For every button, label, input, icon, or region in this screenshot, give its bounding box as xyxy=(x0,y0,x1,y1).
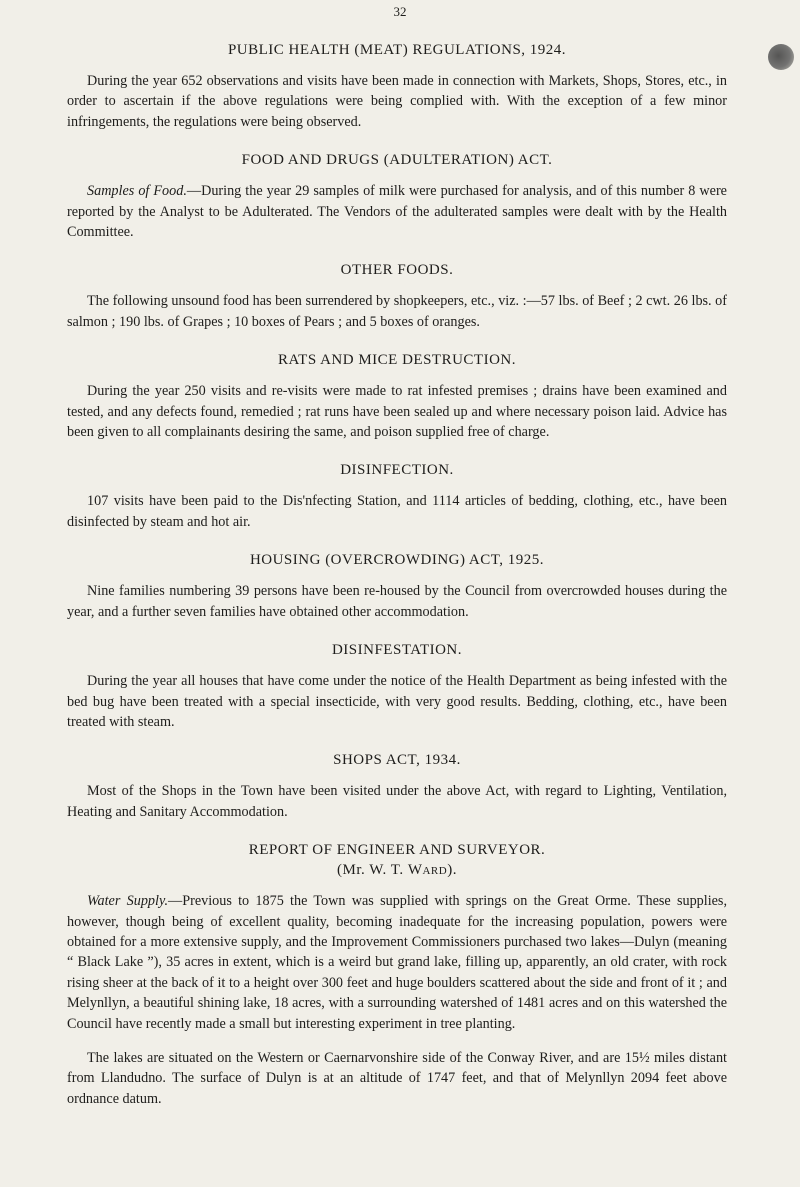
paragraph-disinfection: 107 visits have been paid to the Dis'nfecting Station, and 1114 articles of bedding, clothing, etc., have been disinfected by steam and hot air. xyxy=(67,493,727,530)
section-heading-housing: HOUSING (OVERCROWDING) ACT, 1925. xyxy=(249,552,545,569)
paragraph-water-supply-text: —Previous to 1875 the Town was supplied with springs on the Great Orme. These supplies, however, though being of excellent quality, becoming inadequate for the increasing population, powers were obtained for a more extensive supply, and the Improvement Commissioners purchased two lakes—Dulyn (meaning “ Black Lake ”), 35 acres in extent, which is a weird but grand lake, filling up, apparently, an old crater, with rock rising sheer at the back of it to a height over 300 feet and huge boulders scattered about the side and front of it ; and Melynllyn, a beautiful shining lake, 18 acres, with a surrounding watershed of 1481 acres and on this watershed the Council have recently made a small but interesting experiment in tree planting. xyxy=(67,893,727,1032)
margin-binding-mark xyxy=(768,44,794,70)
paragraph-lakes: The lakes are situated on the Western or Caernarvonshire side of the Conway River, and are 15½ miles distant from Llandudno. The surface of Dulyn is at an altitude of 1747 feet, and that of Melynllyn 2094 feet above ordnance datum. xyxy=(67,1049,727,1107)
section-heading-shops: SHOPS ACT, 1934. xyxy=(333,752,461,769)
paragraph-lead-samples: Samples of Food. xyxy=(87,183,187,200)
paragraph-food-drugs xyxy=(67,181,727,242)
paragraph-shops: Most of the Shops in the Town have been visited under the above Act, with regard to Lighting, Ventilation, Heating and Sanitary Accommodation. xyxy=(67,783,727,820)
section-heading-disinfestation: DISINFESTATION. xyxy=(331,642,463,659)
paragraph-disinfestation: During the year all houses that have come under the notice of the Health Department as being infested with the bed bug have been treated with a special insecticide, with very good results. Bedding, clothing, etc., have been treated with steam. xyxy=(67,673,727,730)
page-content xyxy=(67,40,727,1109)
paragraph-meat: During the year 652 observations and visits have been made in connection with Markets, Shops, Stores, etc., in order to ascertain if the above regulations were being complied with. With the exception of a few minor infringements, the regulations were being observed. xyxy=(67,73,727,130)
paragraph-lead-water-supply: Water Supply. xyxy=(87,893,169,910)
section-heading-food-drugs: FOOD AND DRUGS (ADULTERATION) ACT. xyxy=(241,152,553,169)
section-heading-disinfection: DISINFECTION. xyxy=(340,462,454,479)
subheading-open: (Mr. W. T. xyxy=(337,862,408,879)
section-heading-rats: RATS AND MICE DESTRUCTION. xyxy=(277,352,516,369)
paragraph-housing: Nine families numbering 39 persons have been re-housed by the Council from overcrowded houses during the year, and a further seven families have obtained other accommodation. xyxy=(67,583,727,620)
paragraph-water-supply xyxy=(67,891,727,1034)
paragraph-other-foods: The following unsound food has been surrendered by shopkeepers, etc., viz. :—57 lbs. of Beef ; 2 cwt. 26 lbs. of salmon ; 190 lbs. of Grapes ; 10 boxes of Pears ; and 5 boxes of oranges. xyxy=(67,293,727,330)
section-subheading-engineer xyxy=(67,860,727,880)
section-heading-other-foods: OTHER FOODS. xyxy=(340,262,454,279)
subheading-name: Ward xyxy=(407,862,448,879)
section-heading-meat: PUBLIC HEALTH (MEAT) REGULATIONS, 1924. xyxy=(227,42,567,58)
subheading-close: ). xyxy=(447,862,457,879)
paragraph-rats: During the year 250 visits and re-visits were made to rat infested premises ; drains have been examined and tested, and any defects found, remedied ; rat runs have been sealed up and where necessary poison laid. Advice has been given to all complainants desiring the same, and poison supplied free of charge. xyxy=(67,383,727,441)
paragraph-food-drugs-text: —During the year 29 samples of milk were purchased for analysis, and of this number 8 were reported by the Analyst to be Adulterated. The Vendors of the adulterated samples were dealt with by the Health Committee. xyxy=(67,183,727,241)
page-number: 32 xyxy=(393,4,407,19)
section-heading-engineer: REPORT OF ENGINEER AND SURVEYOR. xyxy=(248,842,546,859)
